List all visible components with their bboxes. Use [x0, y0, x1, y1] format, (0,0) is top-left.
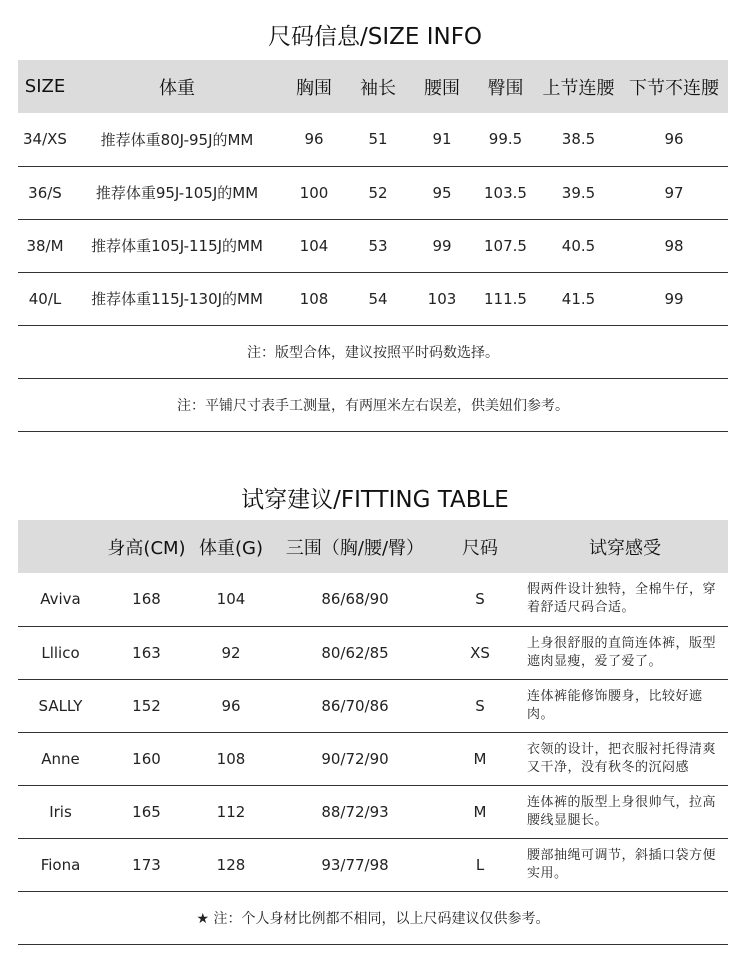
table-cell: 173 [103, 838, 190, 891]
column-header: 试穿感受 [522, 520, 728, 573]
table-cell: 103.5 [474, 166, 537, 219]
table-cell: 96 [282, 113, 346, 166]
table-cell: 108 [282, 272, 346, 325]
table-row [18, 219, 728, 272]
table-cell: S [438, 679, 522, 732]
table-cell: 163 [103, 626, 190, 679]
table-cell: Lllico [18, 626, 103, 679]
table-cell: Fiona [18, 838, 103, 891]
table-cell: 99 [620, 272, 728, 325]
column-header: 胸围 [282, 60, 346, 113]
table-cell: 34/XS [18, 113, 72, 166]
column-header: 体重(G) [190, 520, 272, 573]
table-cell: 86/68/90 [272, 573, 438, 626]
table-cell: 53 [346, 219, 410, 272]
table-cell: 98 [620, 219, 728, 272]
column-header [18, 520, 103, 573]
size-table [18, 60, 728, 432]
column-header: 腰围 [410, 60, 474, 113]
size-info-title: 尺码信息/SIZE INFO [267, 24, 483, 50]
table-cell: 90/72/90 [272, 732, 438, 785]
feedback-cell: 连体裤的版型上身很帅气，拉高腰线显腿长。 [522, 785, 728, 838]
table-cell: 103 [410, 272, 474, 325]
column-header: 臀围 [474, 60, 537, 113]
table-cell: 38/M [18, 219, 72, 272]
table-cell: Iris [18, 785, 103, 838]
table-cell: Aviva [18, 573, 103, 626]
table-cell: 112 [190, 785, 272, 838]
fitting-table-header [18, 520, 728, 573]
table-row [18, 838, 728, 891]
table-cell: 100 [282, 166, 346, 219]
table-cell: 推荐体重115J-130J的MM [72, 272, 282, 325]
column-header: 袖长 [346, 60, 410, 113]
table-cell: 41.5 [537, 272, 620, 325]
table-row [18, 166, 728, 219]
table-cell: 52 [346, 166, 410, 219]
table-cell: S [438, 573, 522, 626]
table-row [18, 573, 728, 626]
column-header: SIZE [18, 60, 72, 113]
table-cell: 推荐体重105J-115J的MM [72, 219, 282, 272]
table-cell: 40/L [18, 272, 72, 325]
table-cell: 107.5 [474, 219, 537, 272]
table-cell: 152 [103, 679, 190, 732]
feedback-cell: 腰部抽绳可调节，斜插口袋方便实用。 [522, 838, 728, 891]
table-cell: 96 [190, 679, 272, 732]
table-cell: 128 [190, 838, 272, 891]
table-row [18, 679, 728, 732]
column-header: 体重 [72, 60, 282, 113]
table-cell: 91 [410, 113, 474, 166]
column-header: 三围（胸/腰/臀） [272, 520, 438, 573]
table-cell: 86/70/86 [272, 679, 438, 732]
table-cell: 97 [620, 166, 728, 219]
column-header: 尺码 [438, 520, 522, 573]
feedback-cell: 连体裤能修饰腰身，比较好遮肉。 [522, 679, 728, 732]
table-cell: 111.5 [474, 272, 537, 325]
table-cell: M [438, 732, 522, 785]
table-cell: SALLY [18, 679, 103, 732]
table-cell: 推荐体重80J-95J的MM [72, 113, 282, 166]
table-cell: 168 [103, 573, 190, 626]
table-cell: 104 [282, 219, 346, 272]
feedback-cell: 上身很舒服的直筒连体裤，版型遮肉显瘦，爱了爱了。 [522, 626, 728, 679]
table-cell: 93/77/98 [272, 838, 438, 891]
fitting-table [18, 520, 728, 945]
table-cell: 推荐体重95J-105J的MM [72, 166, 282, 219]
table-cell: Anne [18, 732, 103, 785]
table-cell: 160 [103, 732, 190, 785]
column-header: 身高(CM) [103, 520, 190, 573]
table-row [18, 272, 728, 325]
table-cell: 38.5 [537, 113, 620, 166]
table-cell: 80/62/85 [272, 626, 438, 679]
table-cell: 36/S [18, 166, 72, 219]
table-row [18, 732, 728, 785]
feedback-cell: 假两件设计独特，全棉牛仔，穿着舒适尺码合适。 [522, 573, 728, 626]
table-cell: 99.5 [474, 113, 537, 166]
table-row [18, 113, 728, 166]
table-cell: 92 [190, 626, 272, 679]
table-cell: 51 [346, 113, 410, 166]
table-row [18, 626, 728, 679]
table-row [18, 785, 728, 838]
table-cell: 99 [410, 219, 474, 272]
note-text: 注：平铺尺寸表手工测量，有两厘米左右误差，供美妞们参考。 [18, 378, 728, 431]
table-cell: 40.5 [537, 219, 620, 272]
table-cell: M [438, 785, 522, 838]
table-cell: 96 [620, 113, 728, 166]
table-cell: L [438, 838, 522, 891]
note-text: 注：版型合体，建议按照平时码数选择。 [18, 325, 728, 378]
note-text: ★ 注：个人身材比例都不相同，以上尺码建议仅供参考。 [18, 891, 728, 944]
table-cell: 39.5 [537, 166, 620, 219]
size-table-header [18, 60, 728, 113]
table-cell: 108 [190, 732, 272, 785]
feedback-cell: 衣领的设计，把衣服衬托得清爽又干净，没有秋冬的沉闷感 [522, 732, 728, 785]
table-cell: 54 [346, 272, 410, 325]
table-cell: 88/72/93 [272, 785, 438, 838]
table-cell: 165 [103, 785, 190, 838]
table-cell: 104 [190, 573, 272, 626]
fitting-title: 试穿建议/FITTING TABLE [241, 487, 509, 513]
column-header: 上节连腰 [537, 60, 620, 113]
table-cell: XS [438, 626, 522, 679]
table-cell: 95 [410, 166, 474, 219]
column-header: 下节不连腰 [620, 60, 728, 113]
